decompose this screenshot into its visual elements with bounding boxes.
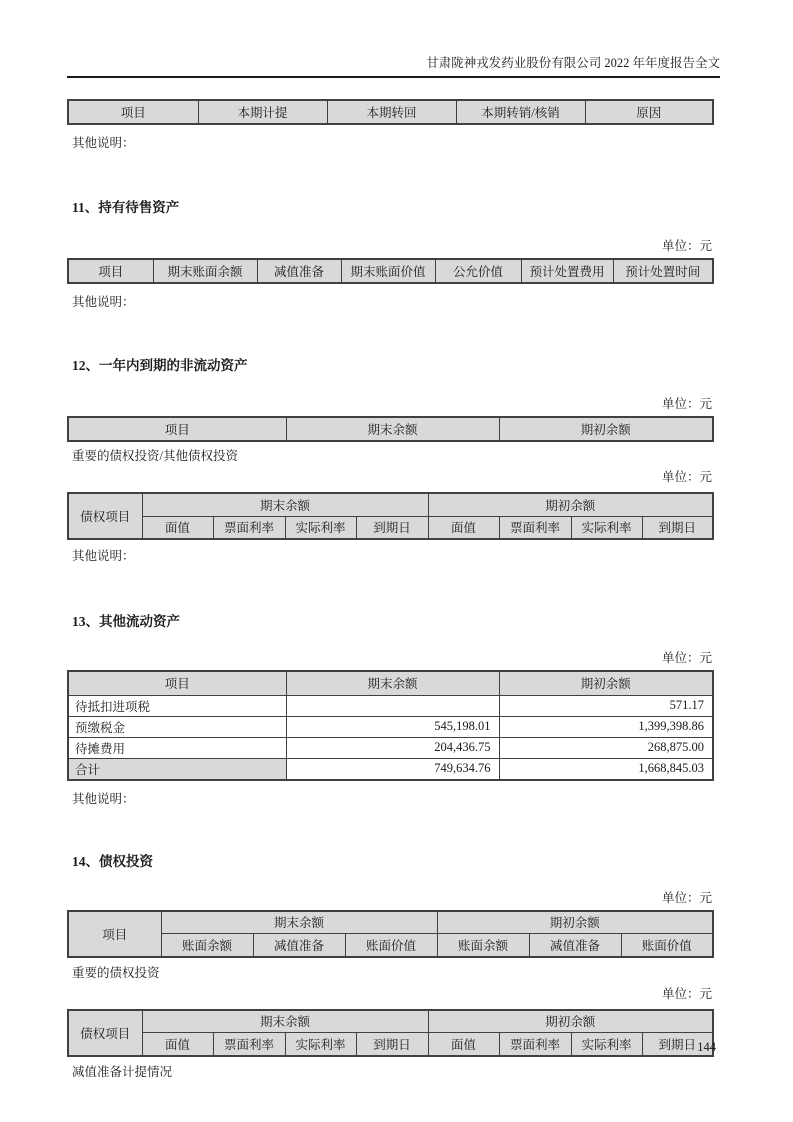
opening-balance-cell: 571.17: [499, 695, 713, 716]
noncurrent-due-table: [67, 416, 714, 442]
header-cell: 到期日: [642, 1033, 713, 1056]
header-cell: 票面利率: [499, 1033, 571, 1056]
header-cell: 票面利率: [499, 516, 571, 539]
report-header-title: 甘肃陇神戎发药业股份有限公司 2022 年年度报告全文: [426, 56, 720, 70]
table-header-row: [68, 671, 713, 695]
table-total-row: [68, 758, 713, 780]
header-cell: 项目: [68, 911, 161, 957]
table-header-row: [68, 1010, 713, 1033]
header-cell: 期末余额: [142, 1010, 428, 1033]
header-cell: 账面价值: [345, 934, 437, 957]
header-cell: 期末余额: [161, 911, 437, 934]
opening-balance-cell: 268,875.00: [499, 737, 713, 758]
item-cell: 预缴税金: [68, 716, 286, 737]
item-cell: 待摊费用: [68, 737, 286, 758]
header-cell: 面值: [142, 1033, 213, 1056]
header-cell: 期初余额: [499, 671, 713, 695]
header-cell: 面值: [428, 516, 499, 539]
header-cell: 面值: [428, 1033, 499, 1056]
header-cell: 原因: [585, 100, 713, 124]
header-cell: 公允价值: [435, 259, 521, 283]
header-cell: 账面余额: [161, 934, 253, 957]
header-cell: 到期日: [356, 1033, 428, 1056]
header-cell: 债权项目: [68, 1010, 142, 1056]
other-notes-label: 其他说明：: [72, 549, 135, 563]
held-for-sale-table: [67, 258, 714, 284]
header-cell: 预计处置时间: [613, 259, 713, 283]
section-title-13: 13、其他流动资产: [72, 614, 180, 629]
page-number: 144: [697, 1040, 716, 1054]
important-debt-combined-label: 重要的债权投资/其他债权投资: [72, 449, 238, 463]
table-subheader-row: [68, 1033, 713, 1056]
header-cell: 本期计提: [198, 100, 327, 124]
closing-balance-cell: 545,198.01: [286, 716, 499, 737]
unit-label: 单位：元: [661, 239, 712, 253]
other-current-assets-table: [67, 670, 714, 781]
table-header-row: [68, 493, 713, 516]
total-label-cell: 合计: [68, 758, 286, 780]
unit-label: 单位：元: [661, 890, 712, 905]
header-cell: 期末余额: [286, 671, 499, 695]
closing-balance-cell: [286, 695, 499, 716]
closing-balance-cell: 204,436.75: [286, 737, 499, 758]
header-cell: 期末余额: [286, 417, 499, 441]
header-cell: 项目: [68, 671, 286, 695]
header-cell: 期初余额: [499, 417, 713, 441]
header-cell: 票面利率: [213, 1033, 285, 1056]
header-cell: 期末账面余额: [153, 259, 257, 283]
header-cell: 减值准备: [257, 259, 341, 283]
section-title-14: 14、债权投资: [72, 853, 153, 869]
header-cell: 期末余额: [142, 493, 428, 516]
header-cell: 实际利率: [285, 1033, 356, 1056]
header-cell: 预计处置费用: [521, 259, 613, 283]
header-cell: 项目: [68, 100, 198, 124]
table-header-row: [68, 911, 713, 934]
header-cell: 项目: [68, 417, 286, 441]
header-cell: 债权项目: [68, 493, 142, 539]
header-cell: 实际利率: [571, 516, 642, 539]
header-cell: 实际利率: [285, 516, 356, 539]
debt-investment-table: [67, 910, 714, 958]
debt-detail-table: [67, 1009, 714, 1057]
table-row: [68, 716, 713, 737]
table-header-row: [68, 417, 713, 441]
header-cell: 实际利率: [571, 1033, 642, 1056]
section-title-12: 12、一年内到期的非流动资产: [72, 358, 248, 373]
section-title-11: 11、持有待售资产: [72, 200, 180, 215]
important-debt-label: 重要的债权投资: [72, 965, 160, 980]
header-cell: 到期日: [356, 516, 428, 539]
opening-balance-cell: 1,399,398.86: [499, 716, 713, 737]
closing-balance-cell: 749,634.76: [286, 758, 499, 780]
provision-rollforward-table: [67, 99, 714, 125]
header-cell: 减值准备: [529, 934, 621, 957]
table-subheader-row: [68, 516, 713, 539]
header-cell: 账面价值: [621, 934, 713, 957]
table-header-row: [68, 259, 713, 283]
header-cell: 项目: [68, 259, 153, 283]
other-notes-label: 其他说明：: [72, 295, 135, 309]
table-row: [68, 695, 713, 716]
header-cell: 账面余额: [437, 934, 529, 957]
impairment-provision-label: 减值准备计提情况: [72, 1064, 173, 1079]
header-cell: 减值准备: [253, 934, 345, 957]
header-cell: 到期日: [642, 516, 713, 539]
header-cell: 期初余额: [428, 493, 713, 516]
header-cell: 期末账面价值: [341, 259, 435, 283]
header-cell: 期初余额: [437, 911, 713, 934]
header-cell: 本期转销/核销: [456, 100, 585, 124]
header-cell: 本期转回: [327, 100, 456, 124]
header-cell: 票面利率: [213, 516, 285, 539]
unit-label: 单位：元: [661, 397, 712, 411]
opening-balance-cell: 1,668,845.03: [499, 758, 713, 780]
header-cell: 期初余额: [428, 1010, 713, 1033]
unit-label: 单位：元: [661, 986, 712, 1001]
header-rule: [67, 76, 720, 78]
debt-detail-table: [67, 492, 714, 540]
item-cell: 待抵扣进项税: [68, 695, 286, 716]
unit-label: 单位：元: [661, 651, 712, 665]
table-subheader-row: [68, 934, 713, 957]
other-notes-label: 其他说明：: [72, 136, 135, 150]
table-row: [68, 737, 713, 758]
header-cell: 面值: [142, 516, 213, 539]
unit-label: 单位：元: [661, 470, 712, 484]
table-header-row: [68, 100, 713, 124]
other-notes-label: 其他说明：: [72, 791, 135, 806]
